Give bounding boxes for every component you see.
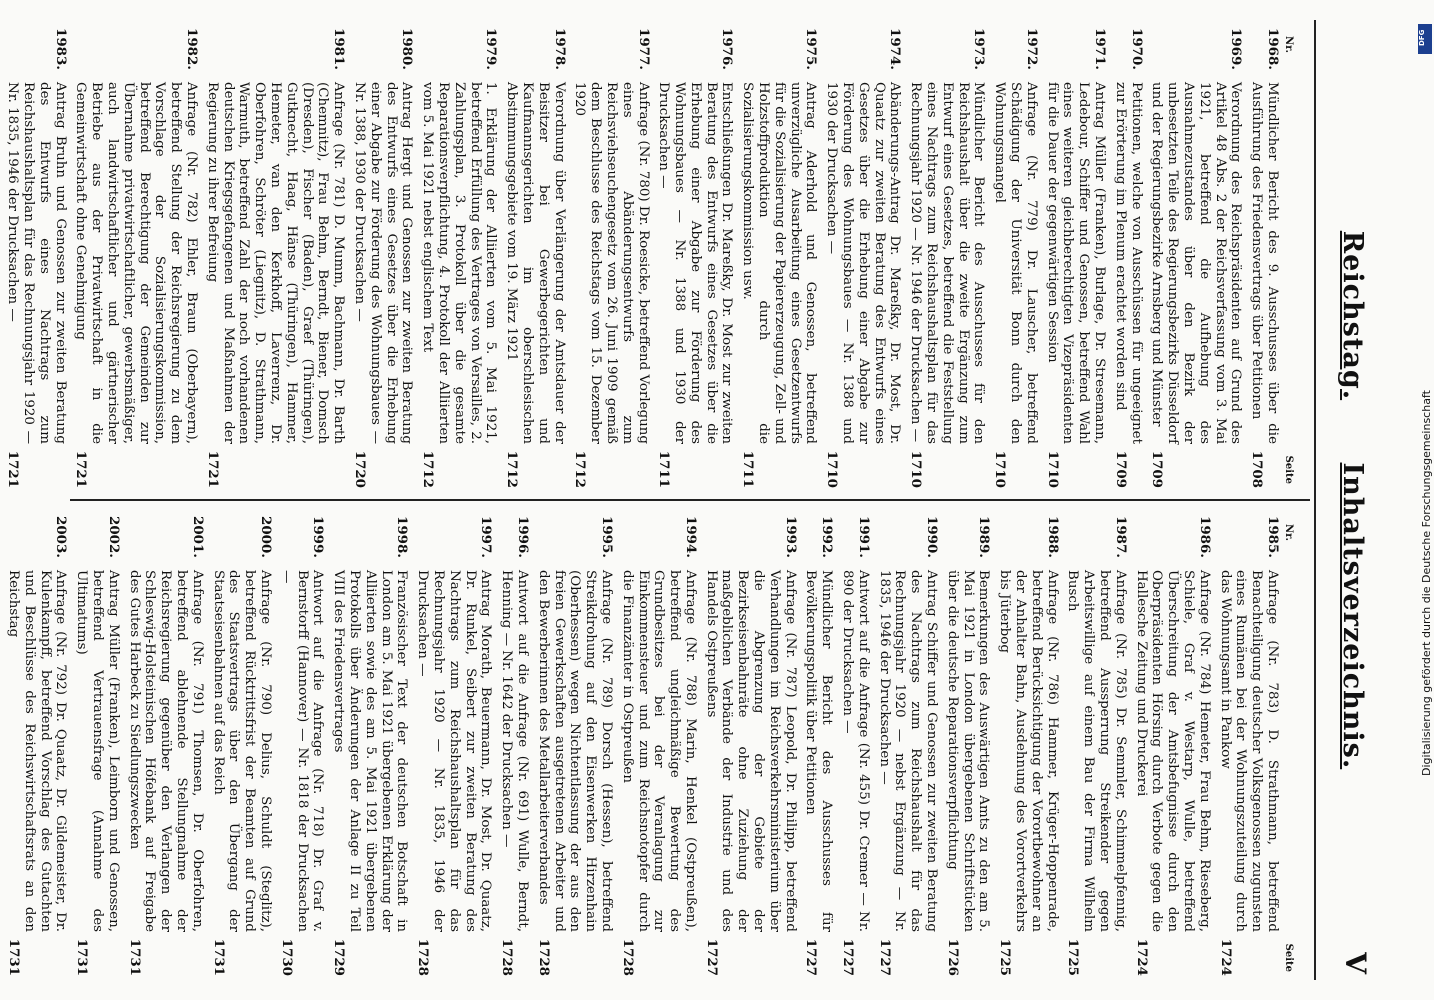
toc-entry: [351, 28, 414, 488]
toc-entry: [278, 516, 325, 976]
right-column-header: [1280, 516, 1304, 976]
left-header-seite: Seite: [1283, 455, 1294, 484]
entry-page: 1727: [803, 938, 820, 976]
entry-number: 2002.: [105, 516, 122, 558]
entry-page: 1710: [908, 450, 925, 488]
entry-text: Verordnung des Reichspräsidenten auf Grund des Artikel 48 Abs. 2 der Reichsverfassung vom 3. Mai 1921, betreffend die Aufhebung des Ausnahmezustandes über den Bezirk der unbesetzten Teile des Regierungsbezirks Düsseldorf und der Regierungsbezirke Arnsberg und Münster: [1149, 82, 1244, 444]
entry-page: 1724: [1217, 938, 1234, 976]
toc-entry: [1149, 28, 1244, 488]
toc-entry: [535, 516, 614, 976]
entry-page: 1731: [74, 938, 91, 976]
entry-page: 1710: [824, 450, 841, 488]
entry-text: Antrag Aderhold und Genossen, betreffend unverzügliche Ausarbeitung eines Gesetzentwurfs für die Sozialisierung der Papiererzeugung, Zell- und Holzstoffproduktion durch die Sozialisierungskommission usw.: [740, 82, 819, 444]
toc-entry: [907, 28, 986, 488]
entry-text: Antrag Müller (Franken), Burlage, Dr. Stresemann, Ledebour, Schiffer und Genossen, betreffend Wahl eines weiteren gleichberechtigten Vizepräsidenten für die Dauer der gegenwärtigen Session: [1044, 82, 1108, 444]
toc-entry: [414, 516, 493, 976]
entry-page: 1728: [535, 938, 552, 976]
toc-entry: [210, 516, 273, 976]
entry-number: 1979.: [483, 28, 500, 70]
credit-text: Digitalisierung gefördert durch die Deutsche Forschungsgemeinschaft: [1420, 390, 1433, 776]
entry-page: 1727: [703, 938, 720, 976]
entry-page: 1729: [331, 938, 348, 976]
entry-text: Antrag Morath, Beuermann, Dr. Most, Dr. Quaatz, Dr. Runkel, Seibert zur zweiten Beratung des Nachtrags zum Reichshaushaltsplan für das Rechnungsjahr 1920 — Nr. 1835, 1946 der Drucksachen —: [415, 570, 494, 932]
toc-entry: [944, 516, 991, 976]
entry-number: 1985.: [1265, 516, 1281, 558]
entry-text: Anfrage (Nr. 781) D. Mumm, Bachmann, Dr. Barth (Chemnitz), Frau Behm, Berndt, Biener, Domsch (Dresden), Fischer (Baden), Graef (Thüringen), Gutknecht, Haag, Hänse (Thüringen), Hammer, Hemeter, van den Kerkhoff, Laverrenz, Dr. Oberfohren, Schröter (Liegnitz), D. Strathmann, Warmuth, betreffend Zahl der noch vorhandenen deutschen Kriegsgefangenen und Maßnahmen der Regierung zu ihrer Befreiung: [204, 82, 347, 444]
column-divider: [70, 499, 1310, 501]
entry-number: 1993.: [782, 516, 799, 558]
entry-text: Anfrage (Nr. 779) Dr. Lauscher, betreffend Schädigung der Universität Bonn durch den Wohnungsmangel: [992, 82, 1039, 444]
entry-text: Mündlicher Bericht des Ausschusses für Bevölkerungspolitik über Petitionen: [803, 570, 835, 932]
entry-text: Mündlicher Bericht des 9. Ausschusses über die Ausführung des Friedensvertrags über Petitionen: [1249, 82, 1280, 444]
entry-number: 1970.: [1128, 28, 1145, 70]
entry-page: 1711: [656, 450, 673, 488]
entry-page: 1728: [415, 938, 432, 976]
toc-entry: [656, 28, 735, 488]
entry-page: 1721: [204, 450, 221, 488]
toc-entry: [823, 28, 902, 488]
entry-text: Anfrage (Nr. 783) D. Strathmann, betreffend Benachteiligung deutscher Volksgenossen zugunsten eines Rumänen bei der Wohnungszuteilung durch das Wohnungsamt in Pankow: [1217, 570, 1280, 932]
entry-number: 1986.: [1196, 516, 1213, 558]
entry-number: 1968.: [1265, 28, 1281, 70]
toc-entry: [991, 28, 1038, 488]
entry-number: 1987.: [1112, 516, 1129, 558]
left-column-header: [1280, 28, 1304, 488]
toc-entry: [996, 516, 1059, 976]
entry-text: Anfrage (Nr. 789) Dorsch (Hessen), betreffend Streikdrohung auf den Eisenwerken Hirzenhain (Oberhessen) wegen Nichtentlassung der aus den freien Gewerkschaften ausgetretenen Arbeiter und den Bewerberinnen des Metallarbeiterverbandes: [535, 570, 614, 932]
toc-entry: [572, 28, 651, 488]
toc-entry: [1112, 28, 1144, 488]
page-number-roman: V: [1339, 952, 1372, 974]
toc-entry: [703, 516, 798, 976]
toc-entry: [1065, 516, 1128, 976]
title-reichstag: Reichstag.: [1337, 230, 1368, 401]
entry-page: 1708: [1249, 450, 1266, 488]
toc-entry: [4, 28, 67, 488]
entry-number: 1992.: [819, 516, 836, 558]
toc-entry: [839, 516, 871, 976]
entry-text: Antrag Bruhn und Genossen zur zweiten Beratung des Entwurfs eines Nachtrags zum Reichshaushaltsplan für das Rechnungsjahr 1920 — Nr. 1835, 1946 der Drucksachen —: [5, 82, 68, 444]
entry-text: 1. Erklärung der Alliierten vom 5. Mai 1921, betreffend Erfüllung des Vertrages von Versailles, 2. Zahlungsplan, 3. Protokoll über die gesamte Reparationsverpflichtung, 4. Protokoll der Alliierten vom 5. Mai 1921 nebst englischem Text: [420, 82, 499, 444]
entry-page: 1721: [5, 450, 22, 488]
right-header-seite: Seite: [1283, 943, 1294, 972]
entry-text: Mündlicher Bericht des Ausschusses für den Reichshaushalt über die zweite Ergänzung zum Entwurf eines Gesetzes, betreffend die Feststellung eines Nachtrags zum Reichshaushaltsplan für das Rechnungsjahr 1920 — Nr. 1946 der Drucksachen —: [908, 82, 987, 444]
entry-page: 1712: [420, 450, 437, 488]
entry-number: 1988.: [1044, 516, 1061, 558]
entry-page: 1712: [572, 450, 589, 488]
toc-entry: [803, 516, 835, 976]
entry-text: Antwort auf die Anfrage (Nr. 455) Dr. Cremer — Nr. 890 der Drucksachen —: [840, 570, 871, 932]
entry-number: 1972.: [1023, 28, 1040, 70]
entry-text: Bemerkungen des Auswärtigen Amts zu den am 5. Mai 1921 in London übergebenen Schriftstücken über die deutsche Reparationsverpflichtung: [944, 570, 992, 932]
entry-page: 1725: [997, 938, 1014, 976]
left-entry-list: [0, 28, 1280, 488]
entry-page: 1710: [1044, 450, 1061, 488]
entry-page: 1712: [504, 450, 521, 488]
entry-number: 1976.: [719, 28, 736, 70]
entry-number: 1980.: [399, 28, 416, 70]
entry-page: 1731: [210, 938, 227, 976]
entry-number: 1999.: [310, 516, 327, 558]
toc-entry: [1217, 516, 1280, 976]
entry-number: 1998.: [394, 516, 411, 558]
entry-text: Antwort auf die Anfrage (Nr. 718) Dr. Graf v. Bernstorff (Hannover) — Nr. 1818 der Drucksachen —: [278, 570, 326, 932]
entry-page: 1721: [73, 450, 90, 488]
toc-entry: [204, 28, 346, 488]
document-page: [5, 20, 1382, 980]
entry-page: 1724: [1133, 938, 1150, 976]
left-column: [5, 28, 1304, 488]
entry-number: 1971.: [1092, 28, 1109, 70]
left-header-nr: Nr.: [1283, 36, 1294, 53]
entry-text: Anfrage (Nr. 786) Hammer, Krüger-Hoppenrade, betreffend Berücksichtigung der Vorortbewohner an der Anhalter Bahn, Ausdehnung des Vorortverkehrs bis Jüterbog: [997, 570, 1060, 932]
toc-entry: [503, 28, 566, 488]
entry-page: 1727: [840, 938, 857, 976]
right-entry-list: [0, 516, 1280, 976]
entry-number: 2001.: [189, 516, 206, 558]
toc-entry: [419, 28, 498, 488]
dfg-logo: [1418, 24, 1432, 54]
entry-number: 2000.: [257, 516, 274, 558]
entry-text: Antrag Hergt und Genossen zur zweiten Beratung des Entwurfs eines Gesetzes über die Erhebung einer Abgabe zur Förderung des Wohnungsbaues — Nr. 1388, 1930 der Drucksachen —: [351, 82, 415, 444]
entry-number: 1981.: [331, 28, 348, 70]
entry-page: 1709: [1112, 450, 1129, 488]
entry-page: 1726: [944, 938, 961, 976]
entry-text: Anfrage (Nr. 784) Hemeter, Frau Behm, Rieseberg, Schiele, Graf v. Westarp, Wulle, betreffend Überschreitung der Amtsbefugnisse durch den Oberpräsidenten Hörsing durch Verbote gegen die Hallesche Zeitung und Druckerei: [1133, 570, 1212, 932]
toc-entry: [73, 516, 120, 976]
entry-page: 1731: [6, 938, 23, 976]
entry-number: 1978.: [551, 28, 568, 70]
entry-number: 1975.: [803, 28, 820, 70]
entry-text: Anfrage (Nr. 782) Ehler, Braun (Oberbayern), betreffend Stellung der Reichsregierung zu dem Vorschlage der Sozialisierungskommission, betreffend Berechtigung der Gemeinden zur Übernahme privatwirtschaftlicher, gewerbsmäßiger, auch landwirtschaftlicher und gärtnerischer Betriebe aus der Privatwirtschaft in die Gemeinwirtschaft ohne Genehmigung: [73, 82, 199, 444]
entry-number: 1995.: [598, 516, 615, 558]
entry-page: 1731: [126, 938, 143, 976]
entry-page: 1725: [1065, 938, 1082, 976]
entry-number: 1990.: [924, 516, 941, 558]
entry-text: Anfrage (Nr. 792) Dr. Quaatz, Dr. Gildemeister, Dr. Kulenkampff, betreffend Vorschlag des Gutachten und Beschlüsse des Reichswirtschaftsrats an den Reichstag: [6, 570, 69, 932]
dfg-logo-text: DFG: [1418, 29, 1426, 46]
entry-page: 1720: [351, 450, 368, 488]
page-header: [1312, 20, 1382, 980]
entry-page: 1710: [992, 450, 1009, 488]
toc-entry: [1133, 516, 1212, 976]
entry-number: 1969.: [1228, 28, 1245, 70]
entry-page: 1728: [619, 938, 636, 976]
entry-text: Anfrage (Nr. 788) Marin, Henkel (Ostpreußen), betreffend ungleichmäßige Bewertung des Grundbesitzes bei der Veranlagung zur Einkommensteuer und zum Reichsnotopfer durch die Finanzämter in Ostpreußen: [619, 570, 698, 932]
title-inhaltsverzeichnis: Inhaltsverzeichnis.: [1337, 462, 1368, 770]
digitization-credit: [1418, 24, 1432, 994]
entry-page: 1709: [1149, 450, 1166, 488]
entry-number: 2003.: [53, 516, 70, 558]
entry-text: Anfrage (Nr. 780) Dr. Roesicke, betreffend Vorlegung eines Abänderungsentwurfs zum Reichsviehseuchengesetz vom 26. Juni 1909 gemäß dem Beschlusse des Reichstags vom 15. Dezember 1920: [572, 82, 651, 444]
right-column: [6, 516, 1304, 976]
toc-entry: [498, 516, 530, 976]
entry-number: 1989.: [976, 516, 993, 558]
entry-number: 1994.: [682, 516, 699, 558]
entry-page: 1730: [278, 938, 295, 976]
entry-text: Entschließungen Dr. Mareßky, Dr. Most zur zweiten Beratung des Entwurfs eines Gesetzes über die Erhebung einer Abgabe zur Förderung des Wohnungsbaues — Nr. 1388 und 1930 der Drucksachen —: [656, 82, 735, 444]
entry-text: Abänderungs-Antrag Dr. Mareßky, Dr. Most, Dr. Quaatz zur zweiten Beratung des Entwurfs eines Gesetzes über die Erhebung einer Abgabe zur Förderung des Wohnungsbaues — Nr. 1388 und 1930 der Drucksachen —: [824, 82, 903, 444]
entry-text: Anfrage (Nr. 791) Thomsen, Dr. Oberfohren, betreffend ablehnende Stellungnahme der Reichsregierung gegenüber den Verlangen der Schleswig-Holsteinischen Höfebank auf Freigabe des Gutes Harbeck zu Siedlungszwecken: [126, 570, 205, 932]
entry-number: 1974.: [887, 28, 904, 70]
entry-number: 1983.: [52, 28, 69, 70]
page-title: [1337, 20, 1368, 980]
entry-number: 1996.: [514, 516, 531, 558]
entry-number: 1973.: [971, 28, 988, 70]
entry-number: 1982.: [184, 28, 200, 70]
header-rule: [1314, 20, 1316, 980]
entry-number: 1977.: [635, 28, 652, 70]
entry-text: Antrag Müller (Franken), Leimborn und Genossen, betreffend Vertrauensfrage (Annahme des Ultimatums): [74, 570, 121, 932]
toc-entry: [1248, 28, 1280, 488]
entry-text: Antrag Schiffer und Genossen zur zweiten Beratung des Nachtrags zum Reichshaushalt für das Rechnungsjahr 1920 — nebst Ergänzung — Nr. 1835, 1946 der Drucksachen —: [876, 570, 940, 932]
toc-entry: [1044, 28, 1107, 488]
toc-entry: [73, 28, 199, 488]
entry-page: 1728: [499, 938, 516, 976]
toc-entry: [619, 516, 698, 976]
entry-text: Anfrage (Nr. 785) Dr. Semmler, Schimmelpfennig, betreffend Aussperrung Streikender gegen Arbeitswillige auf einem Bau der Firma Wilhelm Busch: [1065, 570, 1128, 932]
entry-text: Anfrage (Nr. 790) Delius, Schuldt (Steglitz), betreffend Rücktrittsfrist der Beamten auf Grund des Staatsvertrags über den Übergang der Staatseisenbahnen auf das Reich: [210, 570, 273, 932]
toc-entry: [330, 516, 409, 976]
entry-text: Anfrage (Nr. 787) Leopold, Dr. Philipp, betreffend Verhandlungen im Reichsverkehrsministerium über die Abgrenzung der Gebiete der Bezirkseisenbahnräte ohne Zuziehung der maßgeblichen Verbände der Industrie und des Handels Ostpreußens: [703, 570, 798, 932]
toc-entry: [5, 516, 68, 976]
entry-page: 1727: [876, 938, 893, 976]
entry-text: Antwort auf die Anfrage (Nr. 691) Wulle, Berndt, Henning — Nr. 1642 der Drucksachen —: [499, 570, 530, 932]
right-header-nr: Nr.: [1283, 524, 1294, 541]
entry-text: Französischer Text der deutschen Botschaft in London am 5. Mai 1921 übergebenen Erklärung der Alliierten sowie des am 5. Mai 1921 übergebenen Protokolls über Änderungen der Anlage II zu Teil VIII des Friedensvertrages: [331, 570, 410, 932]
toc-entry: [876, 516, 939, 976]
toc-entry: [740, 28, 819, 488]
entry-text: Petitionen, welche von Ausschüssen für ungeeignet zur Erörterung im Plenum erachtet worden sind: [1112, 82, 1144, 444]
entry-number: 1997.: [478, 516, 495, 558]
entry-page: 1711: [740, 450, 757, 488]
entry-text: Verordnung über Verlängerung der Amtsdauer der Beisitzer bei Gewerbegerichten und Kaufmannsgerichten im oberschlesischen Abstimmungsgebiete vom 19. März 1921: [504, 82, 567, 444]
toc-entry: [126, 516, 205, 976]
entry-number: 1991.: [855, 516, 872, 558]
